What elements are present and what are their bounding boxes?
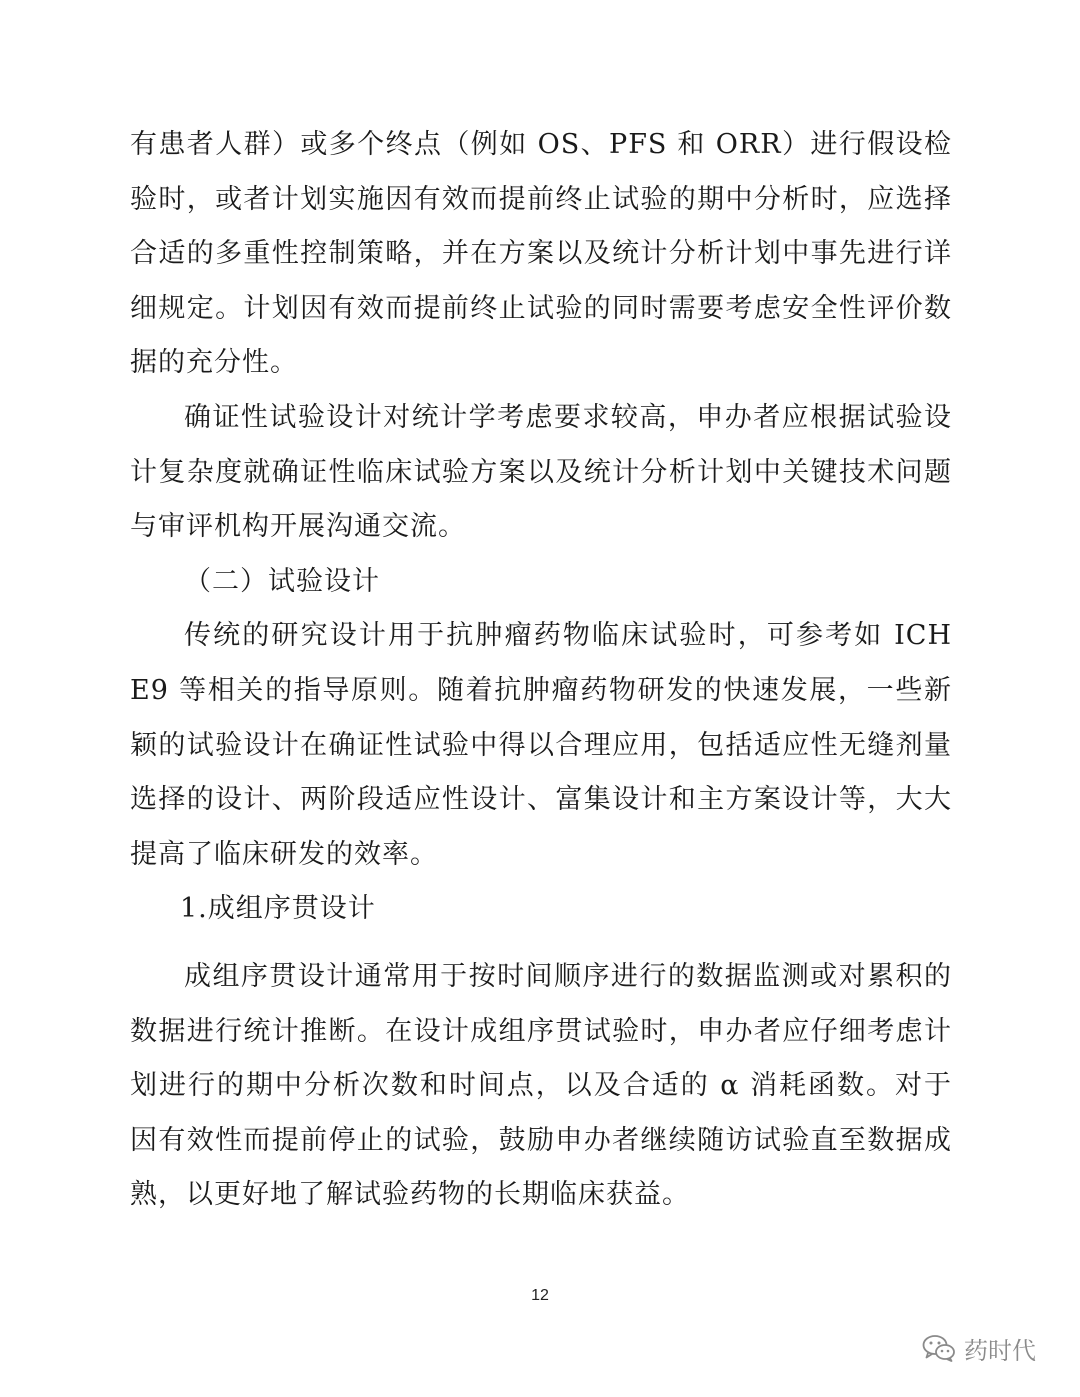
paragraph-group-sequential: 成组序贯设计通常用于按时间顺序进行的数据监测或对累积的数据进行统计推断。在设计成组序贯试验时，申办者应仔细考虑计划进行的期中分析次数和时间点，以及合适的 α 消耗函数。对于因有效性而提前停止的试验，鼓励申办者继续随访试验直至数据成熟，以更好地了解试验药物的长期临床获益。 — [130, 960, 952, 1211]
document-body — [130, 118, 952, 1223]
paragraph-continued: 有患者人群）或多个终点（例如 OS、PFS 和 ORR）进行假设检验时，或者计划实施因有效而提前终止试验的期中分析时，应选择合适的多重性控制策略，并在方案以及统计分析计划中事先进行详细规定。计划因有效而提前终止试验的同时需要考虑安全性评价数据的充分性。 — [130, 129, 952, 379]
wechat-icon — [922, 1334, 956, 1362]
subsection-heading-group-sequential: 1.成组序贯设计 — [180, 893, 376, 925]
wechat-watermark — [922, 1328, 1036, 1368]
paragraph-traditional-design: 传统的研究设计用于抗肿瘤药物临床试验时，可参考如 ICH E9 等相关的指导原则。随着抗肿瘤药物研发的快速发展，一些新颖的试验设计在确证性试验中得以合理应用，包括适应性无缝剂量选择的设计、两阶段适应性设计、富集设计和主方案设计等，大大提高了临床研发的效率。 — [130, 620, 952, 870]
paragraph-confirmatory-design: 确证性试验设计对统计学考虑要求较高，申办者应根据试验设计复杂度就确证性临床试验方案以及统计分析计划中关键技术问题与审评机构开展沟通交流。 — [130, 401, 952, 543]
watermark-text: 药时代 — [964, 1336, 1036, 1365]
section-heading-trial-design: （二）试验设计 — [184, 565, 380, 597]
page-number: 12 — [531, 1287, 549, 1304]
